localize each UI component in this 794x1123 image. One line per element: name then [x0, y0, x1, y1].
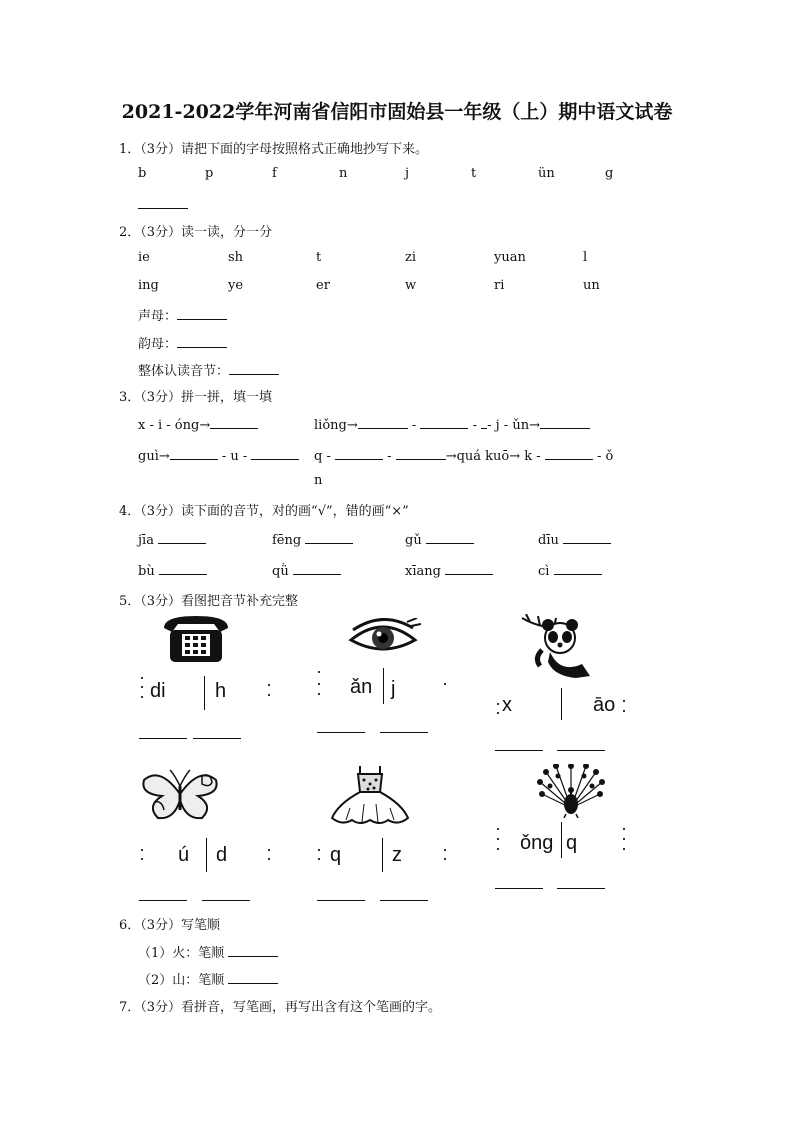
q3-blank[interactable] [545, 447, 593, 460]
q4-syllable: bù [138, 564, 155, 579]
q4-item [272, 531, 353, 548]
q1-letter: g [605, 166, 614, 181]
q5-syllable-right: āo [593, 694, 616, 716]
q4-syllable: dīu [538, 533, 559, 548]
q4-blank[interactable] [445, 562, 493, 575]
q3-text: guì→ [138, 449, 170, 464]
q2-item: sh [228, 250, 244, 265]
q2-whole-syllables-blank[interactable] [229, 362, 279, 375]
q2-item: t [316, 250, 322, 265]
q5-syllable-left: q [330, 844, 342, 866]
q3-blank[interactable] [358, 416, 408, 429]
q5-blank[interactable] [317, 888, 365, 901]
q6-blank[interactable] [228, 944, 278, 957]
q5-blank[interactable] [193, 726, 241, 739]
q5-syllable-left: ú [178, 844, 190, 866]
q5-syllable-right: h [215, 680, 227, 702]
q6-sub-label: （1）火：笔顺 [138, 946, 225, 961]
q4-item [138, 531, 206, 548]
q4-item [405, 531, 474, 548]
q5-syllable-right: q [566, 832, 578, 854]
question-6-stem: 6．（3分）写笔顺 [119, 918, 221, 933]
q1-letter: n [339, 166, 348, 181]
q2-item: l [583, 250, 588, 265]
q1-letter: j [405, 166, 410, 181]
q5-syllable-right: d [216, 844, 228, 866]
q5-blank[interactable] [380, 720, 428, 733]
q2-item: yuan [494, 250, 526, 265]
q4-blank[interactable] [159, 562, 207, 575]
question-7-stem: 7．（3分）看拼音，写笔画，再写出含有这个笔画的字。 [119, 1000, 442, 1015]
q5-syllable-left: di [150, 680, 166, 702]
q4-syllable: xīang [405, 564, 441, 579]
q5-syllable-left: ǎn [350, 676, 373, 698]
q1-letter: f [272, 166, 277, 181]
q4-item [405, 562, 493, 579]
q3-text: q - [314, 449, 331, 464]
q3-wrap-text: n [314, 473, 323, 488]
q2-item: w [405, 278, 417, 293]
q4-item [538, 562, 602, 579]
q2-whole-syllables-label: 整体认读音节： [138, 364, 230, 379]
q5-blank[interactable] [495, 876, 543, 889]
q2-category-label [138, 360, 279, 379]
q2-item: ing [138, 278, 159, 293]
question-1-stem: 1．（3分）请把下面的字母按照格式正确地抄写下来。 [119, 142, 429, 157]
q2-item: ye [228, 278, 244, 293]
q3-text: - ǒ [596, 449, 614, 464]
telephone-icon [160, 614, 232, 664]
q4-item [138, 562, 207, 579]
q5-syllable-right: z [392, 844, 402, 866]
q6-sub-label: （2）山：笔顺 [138, 973, 225, 988]
eye-icon [345, 618, 421, 658]
q4-blank[interactable] [426, 531, 474, 544]
q4-syllable: fēng [272, 533, 302, 548]
q5-blank[interactable] [495, 738, 543, 751]
q6-blank[interactable] [228, 971, 278, 984]
question-3-stem: 3．（3分）拼一拼，填一填 [119, 390, 273, 405]
q3-blank[interactable] [396, 447, 446, 460]
q2-finals-blank[interactable] [177, 335, 227, 348]
question-5-stem: 5．（3分）看图把音节补充完整 [119, 594, 299, 609]
q3-blank[interactable] [170, 447, 218, 460]
q4-blank[interactable] [305, 531, 353, 544]
q5-syllable-left: x [502, 694, 512, 716]
q3-text: - [472, 418, 477, 433]
q2-item: ie [138, 250, 150, 265]
q3-row-2 [138, 447, 299, 464]
q2-finals-label: 韵母： [138, 337, 178, 352]
q3-text: x - i - óng→ [138, 418, 211, 433]
q3-text: - [387, 449, 392, 464]
q2-initials-label: 声母： [138, 309, 178, 324]
question-2-stem: 2．（3分）读一读，分一分 [119, 225, 273, 240]
q1-letter: p [205, 166, 214, 181]
q5-blank[interactable] [557, 876, 605, 889]
q2-item: un [583, 278, 600, 293]
q4-syllable: gǔ [405, 533, 422, 548]
q4-syllable: cì [538, 564, 550, 579]
q3-text: - u - [221, 449, 248, 464]
q4-item [272, 562, 341, 579]
q5-blank[interactable] [380, 888, 428, 901]
q3-blank[interactable] [420, 416, 468, 429]
q3-row-1b [314, 416, 590, 433]
q4-item [538, 531, 611, 548]
q3-blank[interactable] [335, 447, 383, 460]
q3-text: →quá kuō→ k - [445, 449, 541, 464]
q2-initials-blank[interactable] [177, 307, 227, 320]
q3-blank[interactable] [251, 447, 299, 460]
q5-syllable-left: ǒng [520, 832, 554, 854]
peacock-icon [536, 764, 606, 818]
q3-blank[interactable] [540, 416, 590, 429]
q5-blank[interactable] [557, 738, 605, 751]
q4-blank[interactable] [563, 531, 611, 544]
q5-blank[interactable] [202, 888, 250, 901]
q2-item: zi [405, 250, 417, 265]
q3-blank[interactable] [210, 416, 258, 429]
q4-blank[interactable] [158, 531, 206, 544]
q5-syllable-right: j [391, 678, 396, 700]
q5-blank[interactable] [139, 888, 187, 901]
q1-answer-blank[interactable] [138, 196, 188, 209]
q4-syllable: qǜ [272, 564, 289, 579]
q1-letter: ün [538, 166, 555, 181]
butterfly-icon [140, 766, 220, 822]
q4-blank[interactable] [554, 562, 602, 575]
q2-item: ri [494, 278, 505, 293]
q2-category-label [138, 333, 227, 352]
q3-text: - [411, 418, 417, 433]
q4-blank[interactable] [293, 562, 341, 575]
page-title: 2021-2022学年河南省信阳市固始县一年级（上）期中语文试卷 [121, 101, 673, 123]
q2-item: er [316, 278, 330, 293]
q6-sub-2 [138, 969, 278, 988]
q3-row-1 [138, 416, 258, 433]
q1-letter: b [138, 166, 147, 181]
q3-row-2b [314, 447, 613, 464]
q3-text: - j - ǔn→ [487, 418, 540, 433]
panda-icon [520, 614, 600, 678]
q2-category-label [138, 305, 227, 324]
q6-sub-1 [138, 942, 278, 961]
q5-blank[interactable] [317, 720, 365, 733]
q3-text: liǒng→ [314, 418, 358, 433]
q4-syllable: jīa [138, 533, 154, 548]
question-4-stem: 4．（3分）读下面的音节，对的画“√”，错的画“×” [119, 504, 409, 519]
q5-blank[interactable] [139, 726, 187, 739]
skirt-icon [330, 764, 410, 828]
q1-letter: t [471, 166, 477, 181]
